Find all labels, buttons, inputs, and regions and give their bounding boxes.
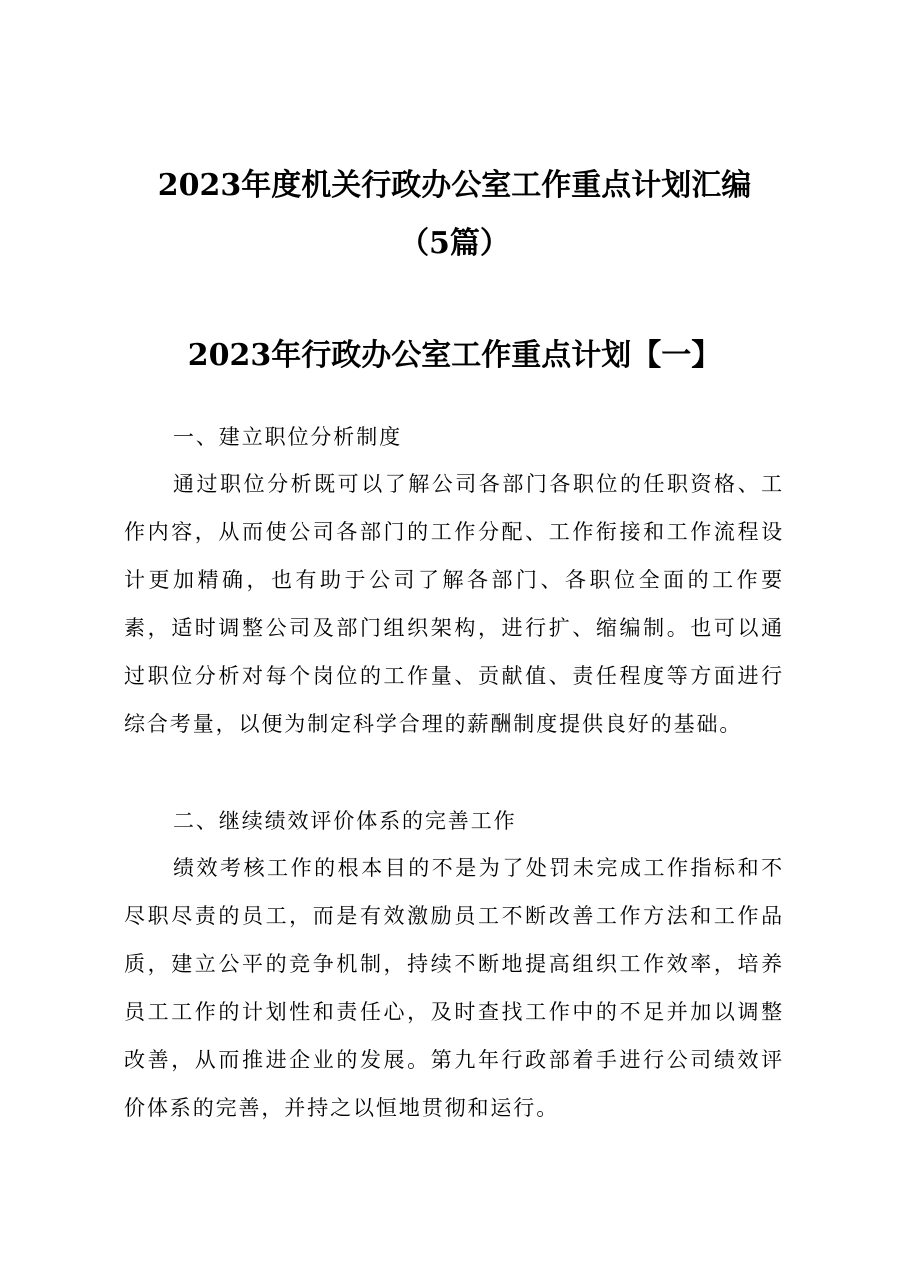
section-paragraph-2: 绩效考核工作的根本目的不是为了处罚未完成工作指标和不尽职尽责的员工，而是有效激励员工不断改善工作方法和工作品质，建立公平的竞争机制，持续不断地提高组织工作效率，培养员工工作的计划性和责任心，及时查找工作中的不足并加以调整改善，从而推进企业的发展。第九年行政部着手进行公司绩效评价体系的完善，并持之以恒地贯彻和运行。 (124, 856, 784, 1120)
document-title-line-2: （5篇） (399, 226, 510, 261)
section-heading-2: 二、继续绩效评价体系的完善工作 (173, 809, 517, 833)
document-title-line-1: 2023年度机关行政办公室工作重点计划汇编 (157, 168, 752, 203)
section-paragraph-1: 通过职位分析既可以了解公司各部门各职位的任职资格、工作内容，从而使公司各部门的工作分配、工作衔接和工作流程设计更加精确，也有助于公司了解各部门、各职位全面的工作要素，适时调整公司及部门组织架构，进行扩、缩编制。也可以通过职位分析对每个岗位的工作量、贡献值、责任程度等方面进行综合考量，以便为制定科学合理的薪酬制度提供良好的基础。 (124, 472, 784, 736)
section-title: 2023年行政办公室工作重点计划【一】 (187, 338, 722, 373)
section-heading-1: 一、建立职位分析制度 (173, 425, 402, 449)
